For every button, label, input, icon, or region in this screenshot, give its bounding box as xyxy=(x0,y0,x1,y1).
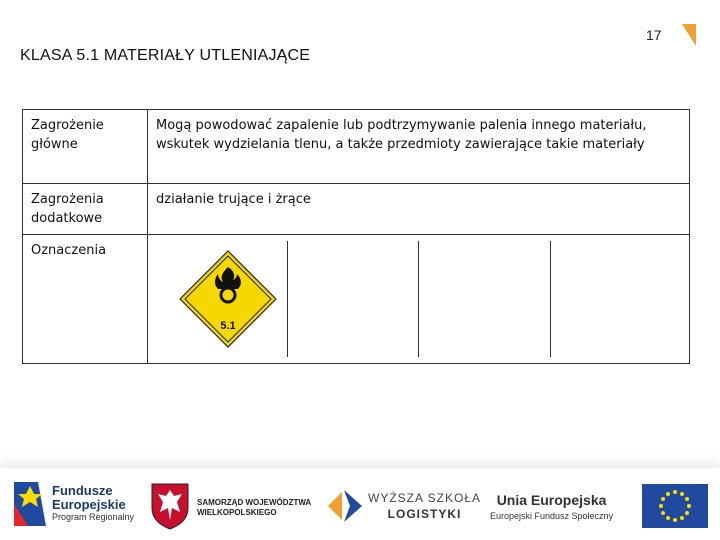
hazard-table xyxy=(22,109,690,364)
wsl-line2: LOGISTYKI xyxy=(387,507,462,521)
row-label: Zagrożenia dodatkowe xyxy=(23,184,148,235)
fundusze-line2: Europejskie xyxy=(52,497,126,512)
table-row xyxy=(23,235,690,364)
ue-line2: Europejski Fundusz Społeczny xyxy=(490,511,614,521)
page-number: 17 xyxy=(646,27,662,43)
oxidizer-placard xyxy=(178,249,278,349)
marking-slot xyxy=(156,241,287,357)
ue-line1: Unia Europejska xyxy=(496,492,607,508)
row-label: Oznaczenia xyxy=(23,235,148,364)
eu-flag-logo xyxy=(642,484,708,528)
fundusze-line1: Fundusze xyxy=(52,483,113,498)
page-title: KLASA 5.1 MATERIAŁY UTLENIAJĄCE xyxy=(20,47,311,64)
fundusze-line3: Program Regionalny xyxy=(52,512,135,522)
footer-logos xyxy=(0,468,720,540)
wsl-logo xyxy=(328,488,364,524)
row-value: działanie trujące i żrące xyxy=(148,184,690,235)
row-label: Zagrożenie główne xyxy=(23,110,148,184)
samorzad-line2: WIELKOPOLSKIEGO xyxy=(197,508,277,517)
marking-slot xyxy=(418,241,550,357)
placard-class-number: 5.1 xyxy=(220,320,236,332)
fundusze-europejskie-logo xyxy=(12,478,48,530)
row-value: Mogą powodować zapalenie lub podtrzymywanie palenia innego materiału, wskutek wydzielania tlenu, a także przedmioty zawierające takie materiały xyxy=(148,110,690,184)
samorzad-line1: SAMORZĄD WOJEWÓDZTWA xyxy=(197,498,312,507)
table-row xyxy=(23,184,690,235)
wielkopolska-crest-logo xyxy=(150,482,190,530)
table-row xyxy=(23,110,690,184)
wsl-line1: WYŻSZA SZKOŁA xyxy=(368,491,482,505)
marking-slot xyxy=(550,241,682,357)
marking-slot xyxy=(287,241,419,357)
corner-accent xyxy=(682,24,696,46)
markings-cell xyxy=(148,235,690,364)
